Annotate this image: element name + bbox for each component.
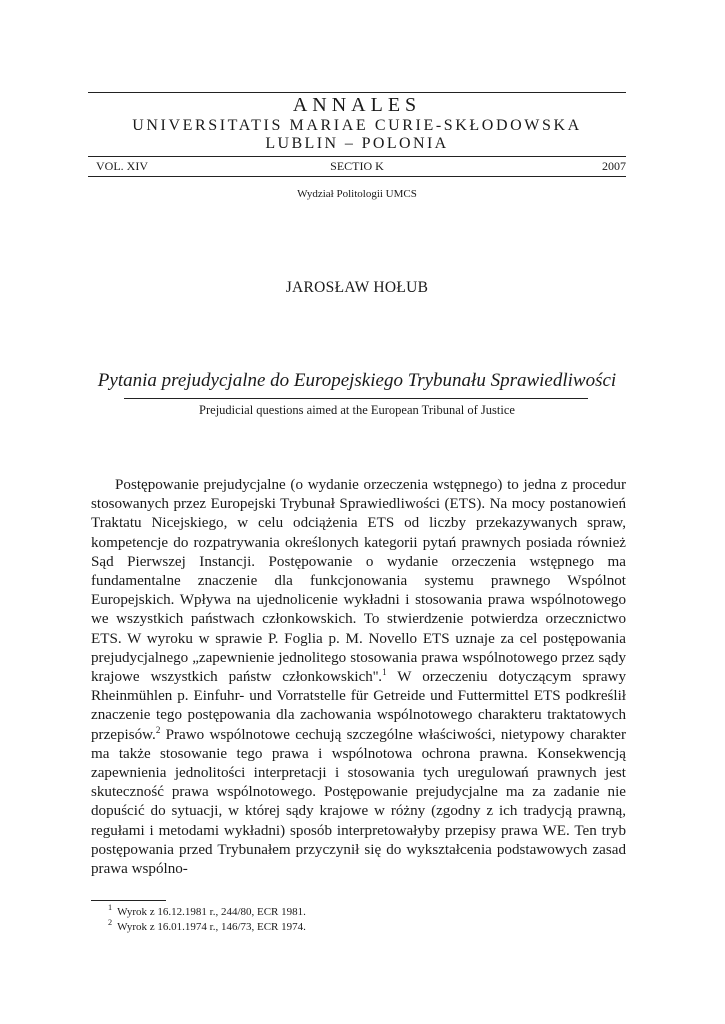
journal-place: LUBLIN – POLONIA [265, 135, 449, 152]
section-label: SECTIO K [330, 159, 384, 173]
footnote-ref-2: 2 [155, 724, 161, 735]
article-title: Pytania prejudycjalne do Europejskiego Trybunału Sprawiedliwości [97, 370, 617, 391]
header-top-rule [88, 92, 626, 93]
journal-university: UNIVERSITATIS MARIAE CURIE-SKŁODOWSKA [132, 117, 582, 134]
author-name: JAROSŁAW HOŁUB [285, 279, 429, 296]
footnote-ref-1: 1 [382, 667, 387, 677]
year-label: 2007 [602, 159, 626, 173]
article-body [91, 476, 626, 879]
footnote-rule [91, 900, 166, 901]
header-middle-rule [88, 156, 626, 157]
journal-title: ANNALES [292, 94, 422, 116]
faculty-label: Wydział Politologii UMCS [297, 188, 417, 200]
article-subtitle: Prejudicial questions aimed at the European Tribunal of Justice [199, 403, 515, 417]
volume-label: VOL. XIV [96, 159, 148, 173]
footnotes [108, 905, 306, 935]
title-rule [124, 398, 588, 399]
footnote-2: $^2$ Wyrok z 16.01.1974 r., 146/73, ECR 1974. [108, 918, 306, 933]
header-bottom-rule [88, 176, 626, 177]
body-paragraph: Postępowanie prejudycjalne (o wydanie orzeczenia wstępnego) to jedna z procedur stosowanych przez Europejski Trybunał Sprawiedliwości (ETS). Na mocy postanowień Traktatu Nicejskiego, w celu odciążenia ETS od liczby przekazywanych spraw, kompetencje do rozpatrywania określonych kategorii pytań prawnych posiada również Sąd Pierwszej Instancji. Postępowanie o wydanie orzeczenia wstępnego ma fundamentalne znaczenie dla funkcjonowania systemu prawnego Wspólnot Europejskich. Wpływa na ujednolicenie wykładni i stosowania prawa wspólnotowego we wszystkich państwach członkowskich. To stwierdzenie potwierdza orzecznictwo ETS. W wyroku w sprawie P. Foglia p. M. Novello ETS uznaje za cel postępowania prejudycjalnego „zapewnienie jednolitego stosowania prawa wspólnotowego przez sądy krajowe wszystkich państw członkowskich''.$^1$ W orzeczeniu dotyczącym sprawy Rheinmühlen p. Einfuhr- und Vorratstelle für Getreide und Futtermittel ETS podkreślił znaczenie tego postępowania dla zachowania wspólnotowego charakteru traktatowych przepisów.$^2$ Prawo wspólnotowe cechują szczególne właściwości, nietypowy charakter ma także stosowanie tego prawa i wspólnotowa ochrona prawna. Konsekwencją zapewnienia jednolitości interpretacji i stosowania tych uregulowań prawnych jest skuteczność prawa wspólnotowego. Postępowanie prejudycjalne ma za zadanie nie dopuścić do sytuacji, w której sądy krajowe w różny (zgodny z ich tradycją prawną, regułami i metodami wykładni) sposób interpretowałyby przepisy prawa WE. Ten tryb postępowania przed Trybunałem przyczynił się do wykształcenia podstawowych zasad prawa wspólno- [91, 477, 626, 878]
footnote-1: $^1$ Wyrok z 16.12.1981 r., 244/80, ECR 1981. [108, 903, 306, 918]
